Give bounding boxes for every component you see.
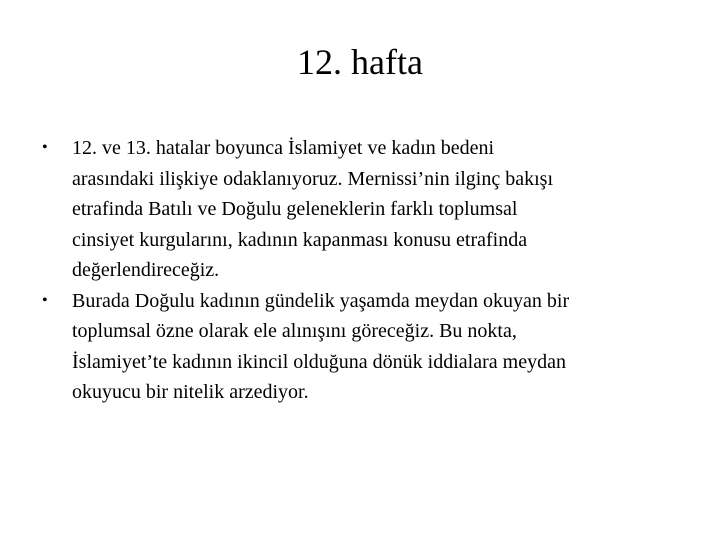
bullet-text-line: etrafinda Batılı ve Doğulu geleneklerin farklı toplumsal [72,198,518,220]
bullet-item [36,133,684,286]
slide-title: 12. hafta [297,42,423,82]
bullet-text-line: değerlendireceğiz. [72,259,220,281]
bullet-dot-icon: • [42,139,48,156]
bullet-text-line: İslamiyet’te kadının ikincil olduğuna dönük iddialara meydan [72,350,566,373]
bullet-text-line: toplumsal özne olarak ele alınışını göreceğiz. Bu nokta, [72,320,517,342]
bullet-text-line: arasındaki ilişkiye odaklanıyoruz. Mernissi’nin ilginç bakışı [72,167,554,190]
bullet-text-line: cinsiyet kurgularını, kadının kapanması konusu etrafinda [72,228,528,251]
bullet-text-line: 12. ve 13. hatalar boyunca İslamiyet ve kadın bedeni [72,137,495,159]
bullet-dot-icon: • [42,291,48,309]
bullet-text-line: okuyucu bir nitelik arzediyor. [72,381,309,403]
bullet-list [36,133,684,408]
bullet-item [36,286,684,408]
bullet-text-line: Burada Doğulu kadının gündelik yaşamda meydan okuyan bir [72,289,570,312]
